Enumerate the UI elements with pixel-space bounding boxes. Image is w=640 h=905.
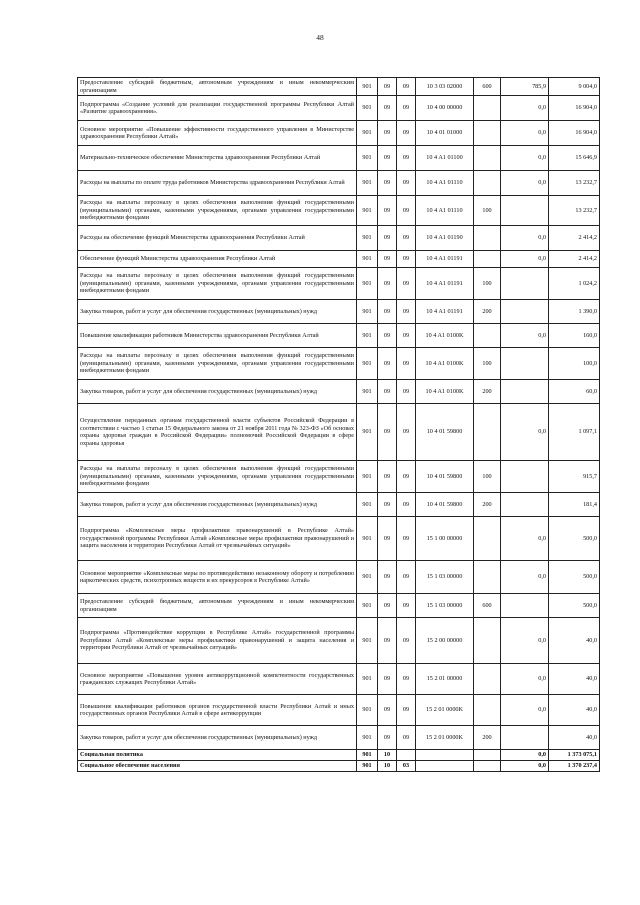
ministry-code: 901 [357,561,378,594]
section-code: 09 [378,517,397,561]
section-code: 10 [378,750,397,761]
subsection-code: 09 [397,726,416,750]
table-row [78,750,600,761]
subsection-code: 09 [397,121,416,146]
table-row [78,404,600,461]
expense-type-code: 200 [474,380,501,404]
ministry-code: 901 [357,517,378,561]
subsection-code: 09 [397,96,416,121]
amount-1 [501,461,549,493]
subsection-code: 09 [397,695,416,726]
row-description: Закупка товаров, работ и услуг для обеспечения государственных (муниципальных) нужд [78,300,357,324]
subsection-code: 09 [397,196,416,226]
table-row [78,461,600,493]
row-description: Материально-техническое обеспечение Министерства здравоохранения Республики Алтай [78,146,357,171]
amount-2: 1 097,1 [549,404,600,461]
row-description: Предоставление субсидий бюджетным, автономным учреждениям и иным некоммерческим организациям [78,78,357,96]
amount-2: 13 232,7 [549,196,600,226]
amount-1 [501,268,549,300]
amount-1: 0,0 [501,664,549,695]
amount-1: 0,0 [501,121,549,146]
row-description: Расходы на выплаты персоналу в целях обеспечения выполнения функций государственными (муниципальными) органами, казенными учреждениями, органами управления государственными внебюджетными фондами [78,461,357,493]
amount-2: 15 646,9 [549,146,600,171]
ministry-code: 901 [357,750,378,761]
section-code: 09 [378,618,397,664]
row-description: Повышение квалификации работников органов государственной власти Республики Алтай и иных государственных органов Республики Алтай в сфере антикоррупции [78,695,357,726]
table-row [78,268,600,300]
subsection-code: 09 [397,324,416,348]
subsection-code: 03 [397,761,416,772]
expense-type-code [474,226,501,251]
amount-1: 0,0 [501,146,549,171]
amount-1: 0,0 [501,695,549,726]
amount-2: 16 904,0 [549,96,600,121]
subsection-code: 09 [397,300,416,324]
amount-2: 1 024,2 [549,268,600,300]
section-code: 09 [378,121,397,146]
expense-type-code: 200 [474,726,501,750]
expense-type-code [474,618,501,664]
row-description: Социальное обеспечение населения [78,761,357,772]
table-row [78,561,600,594]
subsection-code: 09 [397,78,416,96]
amount-2: 9 004,0 [549,78,600,96]
amount-2: 1 390,0 [549,300,600,324]
ministry-code: 901 [357,404,378,461]
ministry-code: 901 [357,493,378,517]
subsection-code: 09 [397,171,416,196]
table-row [78,517,600,561]
amount-2: 500,0 [549,594,600,618]
ministry-code: 901 [357,171,378,196]
table-row [78,664,600,695]
row-description: Расходы на выплаты персоналу в целях обеспечения выполнения функций государственными (муниципальными) органами, казенными учреждениями, органами управления государственными внебюджетными фондами [78,268,357,300]
target-article-code: 10 4 00 00000 [416,96,474,121]
target-article-code: 10 4 01 59800 [416,493,474,517]
ministry-code: 901 [357,121,378,146]
amount-2: 500,0 [549,561,600,594]
expense-type-code: 100 [474,268,501,300]
ministry-code: 901 [357,618,378,664]
target-article-code: 15 2 01 0000K [416,726,474,750]
amount-2: 40,0 [549,726,600,750]
target-article-code: 10 4 A1 01110 [416,196,474,226]
expense-type-code: 600 [474,78,501,96]
table-row [78,726,600,750]
ministry-code: 901 [357,461,378,493]
row-description: Подпрограмма «Создание условий для реализации государственной программы Республики Алтай «Развитие здравоохранения». [78,96,357,121]
section-code: 09 [378,594,397,618]
table-row [78,251,600,268]
table-row [78,121,600,146]
amount-2: 915,7 [549,461,600,493]
subsection-code: 09 [397,517,416,561]
subsection-code: 09 [397,493,416,517]
row-description: Закупка товаров, работ и услуг для обеспечения государственных (муниципальных) нужд [78,493,357,517]
section-code: 09 [378,226,397,251]
row-description: Расходы на выплаты по оплате труда работников Министерства здравоохранения Республики Алтай [78,171,357,196]
row-description: Осуществление переданных органам государственной власти субъектов Российской Федерации в соответствии с частью 1 статьи 15 Федерального закона от 21 ноября 2011 года № 323-ФЗ «Об основах охраны здоровья граждан в Российской Федерации» полномочий Российской Федерации в сфере охраны здоровья [78,404,357,461]
amount-1 [501,348,549,380]
expense-type-code [474,171,501,196]
subsection-code: 09 [397,618,416,664]
ministry-code: 901 [357,300,378,324]
amount-1: 0,0 [501,761,549,772]
table-row [78,348,600,380]
target-article-code: 10 4 A1 0100K [416,380,474,404]
section-code: 09 [378,146,397,171]
section-code: 09 [378,196,397,226]
row-description: Предоставление субсидий бюджетным, автономным учреждениям и иным некоммерческим организациям [78,594,357,618]
subsection-code: 09 [397,561,416,594]
table-row [78,761,600,772]
expense-type-code [474,324,501,348]
amount-1: 0,0 [501,171,549,196]
expense-type-code [474,761,501,772]
target-article-code: 10 4 01 59800 [416,404,474,461]
target-article-code: 15 2 01 0000K [416,695,474,726]
table-row [78,380,600,404]
table-row [78,695,600,726]
amount-1 [501,594,549,618]
subsection-code [397,750,416,761]
expense-type-code [474,146,501,171]
target-article-code: 15 1 03 00000 [416,594,474,618]
ministry-code: 901 [357,226,378,251]
table-row [78,96,600,121]
table-row [78,78,600,96]
ministry-code: 901 [357,726,378,750]
amount-1 [501,726,549,750]
table-row [78,226,600,251]
amount-1: 785,9 [501,78,549,96]
row-description: Подпрограмма «Противодействие коррупции в Республике Алтай» государственной программы Республики Алтай «Комплексные меры профилактики правонарушений и защита населения и территории Республики Алтай от чрезвычайных ситуаций» [78,618,357,664]
ministry-code: 901 [357,664,378,695]
amount-1: 0,0 [501,561,549,594]
section-code: 09 [378,348,397,380]
target-article-code: 10 4 A1 01100 [416,146,474,171]
table-row [78,171,600,196]
expense-type-code: 100 [474,461,501,493]
section-code: 09 [378,664,397,695]
section-code: 10 [378,761,397,772]
amount-1 [501,300,549,324]
section-code: 09 [378,461,397,493]
section-code: 09 [378,493,397,517]
amount-1 [501,196,549,226]
ministry-code: 901 [357,78,378,96]
subsection-code: 09 [397,404,416,461]
subsection-code: 09 [397,461,416,493]
amount-1 [501,380,549,404]
amount-2: 160,0 [549,324,600,348]
row-description: Основное мероприятие «Комплексные меры по противодействию незаконному обороту и потреблению наркотических средств, психотропных веществ и их прекурсоров в Республике Алтай» [78,561,357,594]
section-code: 09 [378,78,397,96]
ministry-code: 901 [357,251,378,268]
target-article-code: 10 4 A1 01190 [416,226,474,251]
amount-2: 13 232,7 [549,171,600,196]
table-row [78,146,600,171]
amount-2: 60,0 [549,380,600,404]
expense-type-code [474,561,501,594]
subsection-code: 09 [397,594,416,618]
subsection-code: 09 [397,146,416,171]
amount-1 [501,493,549,517]
row-description: Закупка товаров, работ и услуг для обеспечения государственных (муниципальных) нужд [78,380,357,404]
row-description: Повышение квалификации работников Министерства здравоохранения Республики Алтай [78,324,357,348]
section-code: 09 [378,251,397,268]
table-row [78,594,600,618]
expense-type-code [474,121,501,146]
target-article-code: 10 4 01 01000 [416,121,474,146]
subsection-code: 09 [397,380,416,404]
amount-2: 181,4 [549,493,600,517]
amount-1: 0,0 [501,251,549,268]
page-number: 48 [316,33,324,42]
row-description: Расходы на обеспечение функций Министерства здравоохранения Республики Алтай [78,226,357,251]
target-article-code: 15 2 01 00000 [416,664,474,695]
subsection-code: 09 [397,348,416,380]
amount-2: 40,0 [549,664,600,695]
amount-2: 1 373 075,1 [549,750,600,761]
section-code: 09 [378,561,397,594]
section-code: 09 [378,324,397,348]
table-row [78,196,600,226]
expense-type-code [474,251,501,268]
amount-1: 0,0 [501,96,549,121]
expense-type-code [474,750,501,761]
expense-type-code [474,695,501,726]
target-article-code: 10 3 03 02000 [416,78,474,96]
expense-type-code [474,96,501,121]
section-code: 09 [378,268,397,300]
expense-type-code [474,517,501,561]
table-row [78,300,600,324]
target-article-code: 10 4 A1 01191 [416,300,474,324]
expense-type-code: 200 [474,493,501,517]
target-article-code: 10 4 A1 0100K [416,348,474,380]
amount-1: 0,0 [501,404,549,461]
amount-2: 16 904,0 [549,121,600,146]
ministry-code: 901 [357,695,378,726]
ministry-code: 901 [357,96,378,121]
target-article-code: 10 4 A1 01110 [416,171,474,196]
section-code: 09 [378,695,397,726]
ministry-code: 901 [357,594,378,618]
target-article-code: 15 1 00 00000 [416,517,474,561]
amount-1: 0,0 [501,618,549,664]
ministry-code: 901 [357,348,378,380]
ministry-code: 901 [357,268,378,300]
amount-2: 2 414,2 [549,226,600,251]
budget-table [77,77,600,772]
row-description: Расходы на выплаты персоналу в целях обеспечения выполнения функций государственными (муниципальными) органами, казенными учреждениями, органами управления государственными внебюджетными фондами [78,348,357,380]
target-article-code [416,750,474,761]
table-row [78,618,600,664]
amount-2: 1 370 237,4 [549,761,600,772]
amount-1: 0,0 [501,517,549,561]
section-code: 09 [378,96,397,121]
subsection-code: 09 [397,251,416,268]
target-article-code: 10 4 01 59800 [416,461,474,493]
ministry-code: 901 [357,146,378,171]
target-article-code: 15 1 03 00000 [416,561,474,594]
section-code: 09 [378,171,397,196]
target-article-code [416,761,474,772]
amount-1: 0,0 [501,324,549,348]
row-description: Обеспечение функций Министерства здравоохранения Республики Алтай [78,251,357,268]
expense-type-code [474,404,501,461]
subsection-code: 09 [397,268,416,300]
expense-type-code: 100 [474,348,501,380]
section-code: 09 [378,726,397,750]
row-description: Подпрограмма «Комплексные меры профилактики правонарушений в Республике Алтай» государственной программы Республики Алтай «Комплексные меры профилактики правонарушений и защита населения и территории Республики Алтай от чрезвычайных ситуаций» [78,517,357,561]
amount-2: 100,0 [549,348,600,380]
subsection-code: 09 [397,664,416,695]
section-code: 09 [378,300,397,324]
amount-2: 500,0 [549,517,600,561]
row-description: Расходы на выплаты персоналу в целях обеспечения выполнения функций государственными (муниципальными) органами, казенными учреждениями, органами управления государственными внебюджетными фондами [78,196,357,226]
section-code: 09 [378,380,397,404]
ministry-code: 901 [357,324,378,348]
target-article-code: 15 2 00 00000 [416,618,474,664]
row-description: Социальная политика [78,750,357,761]
target-article-code: 10 4 A1 0100K [416,324,474,348]
amount-2: 40,0 [549,618,600,664]
expense-type-code: 200 [474,300,501,324]
row-description: Основное мероприятие «Повышение эффективности государственного управления в Министерстве здравоохранения Республики Алтай» [78,121,357,146]
target-article-code: 10 4 A1 01191 [416,268,474,300]
ministry-code: 901 [357,380,378,404]
section-code: 09 [378,404,397,461]
row-description: Закупка товаров, работ и услуг для обеспечения государственных (муниципальных) нужд [78,726,357,750]
amount-1: 0,0 [501,750,549,761]
amount-2: 40,0 [549,695,600,726]
ministry-code: 901 [357,196,378,226]
ministry-code: 901 [357,761,378,772]
table-row [78,493,600,517]
table-row [78,324,600,348]
subsection-code: 09 [397,226,416,251]
amount-2: 2 414,2 [549,251,600,268]
amount-1: 0,0 [501,226,549,251]
expense-type-code [474,664,501,695]
target-article-code: 10 4 A1 01191 [416,251,474,268]
expense-type-code: 600 [474,594,501,618]
row-description: Основное мероприятие «Повышение уровня антикоррупционной компетентности государственных гражданских служащих Республики Алтай» [78,664,357,695]
expense-type-code: 100 [474,196,501,226]
